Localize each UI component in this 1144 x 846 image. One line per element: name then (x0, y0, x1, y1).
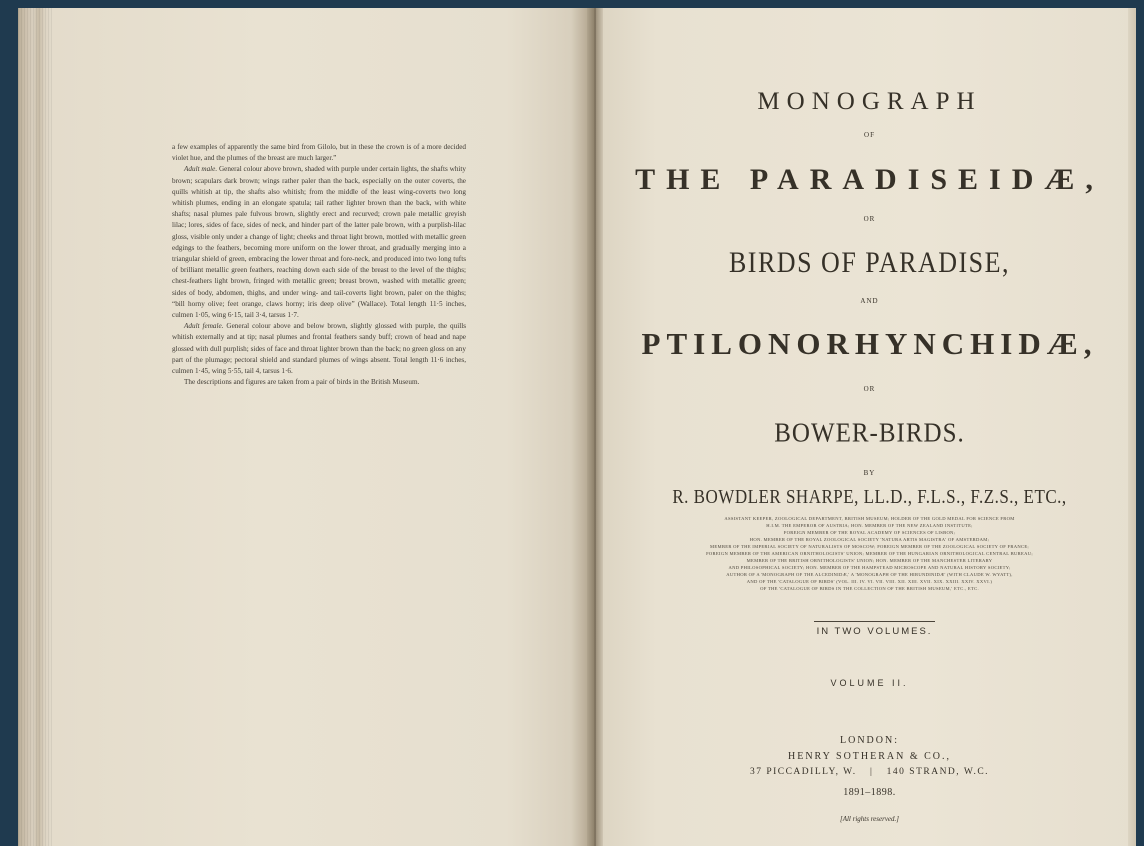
credential-line: FOREIGN MEMBER OF THE ROYAL ACADEMY OF SCIENCES OF LISBON; (783, 530, 956, 535)
author-name: R. BOWDLER SHARPE, LL.D., F.L.S., F.Z.S., ETC., (672, 485, 1067, 508)
title-ptilonorhynchidae: PTILONORHYNCHIDÆ, (641, 326, 1098, 361)
address-left: 37 PICCADILLY, W. (749, 767, 857, 777)
paragraph-lead: Adult male. (184, 165, 218, 174)
title-monograph: MONOGRAPH (757, 88, 982, 115)
species-description (172, 142, 466, 388)
title-birds-of-paradise: BIRDS OF PARADISE, (728, 245, 1011, 280)
author-credentials (630, 515, 1109, 592)
paragraph-intro (172, 142, 466, 164)
paragraph-lead: Adult female. (184, 322, 224, 331)
publisher-address (603, 767, 1136, 777)
publisher-name: HENRY SOTHERAN & CO., (787, 751, 952, 762)
credential-line: ASSISTANT KEEPER, ZOOLOGICAL DEPARTMENT, BRITISH MUSEUM; HOLDER OF THE GOLD MEDAL FOR SCIENCE FROM (724, 516, 1015, 521)
title-or-1: OR (863, 215, 876, 223)
paragraph-text: a few examples of apparently the same bird from Gilolo, but in these the crown is of a more decided violet hue, and the plumes of the breast are much larger.” (172, 143, 466, 163)
title-bower-birds: BOWER-BIRDS. (774, 418, 965, 449)
imprint-city: LONDON: (840, 735, 899, 746)
credential-line: H.I.M. THE EMPEROR OF AUSTRIA; HON. MEMBER OF THE NEW ZEALAND INSTITUTE; (766, 523, 973, 528)
credential-line: AUTHOR OF A 'MONOGRAPH OF THE ALCEDINIDÆ,' A 'MONOGRAPH OF THE HIRUNDINIDÆ' (WITH CLAUDE W. WYATT), (726, 572, 1013, 577)
in-two-volumes: IN TWO VOLUMES. (816, 626, 933, 637)
address-right: 140 STRAND, W.C. (886, 767, 990, 777)
credential-line: MEMBER OF THE IMPERIAL SOCIETY OF NATURALISTS OF MOSCOW; FOREIGN MEMBER OF THE ZOOLOGICAL SOCIETY OF FRANCE; (709, 544, 1029, 549)
credential-line: AND PHILOSOPHICAL SOCIETY; HON. MEMBER OF THE HAMPSTEAD MICROSCOPE AND NATURAL HISTORY SOCIETY; (728, 565, 1011, 570)
paragraph-text: General colour above brown, shaded with purple under certain lights, the shafts whity brown; scapulars dark brown; wings rather paler than the back, especially on the outer coverts, the quills whitish at tip, the shafts also whitish; from the middle of the least wing-coverts two long whitish plumes, ending in an elongate spatula; tail rather lighter brown than the back, with white shafts; nasal plumes pale fulvous brown, slightly erect and recurved; crown pale metallic greyish lilac; lores, sides of face, sides of neck, and hinder part of the latter pale brown, with a purplish-lilac gloss, visible only under a change of light; cheeks and throat light brown, mottled with metallic green edgings to the feathers, becoming more uniform on the lower throat, and gradually merging into a triangular shield of green, embracing the lower throat and fore-neck, and produced into two long tufts of brilliant metallic green feathers, reaching down each side of the breast to the level of the thighs; chest-feathers light brown, fringed with metallic green; breast brown, washed with metallic green; sides of body, abdomen, thighs, and under wing- and tail-coverts light brown, paler on the thighs; “bill horny olive; feet orange, claws horny; iris deep olive” (Wallace). Total length 11·5 inches, culmen 1·05, wing 6·15, tail 3·4, tarsus 1·7. (172, 165, 467, 320)
title-by: BY (863, 469, 876, 477)
page-edges-left (18, 8, 52, 846)
rights-notice: [All rights reserved.] (839, 815, 900, 823)
title-of: OF (864, 131, 875, 139)
credential-line: HON. MEMBER OF THE ROYAL ZOOLOGICAL SOCIETY 'NATURA ARTIS MAGISTRA' OF AMSTERDAM; (749, 537, 990, 542)
paragraph-text: The descriptions and figures are taken from a pair of birds in the British Museum. (184, 378, 420, 387)
credential-line: OF THE 'CATALOGUE OF BIRDS IN THE COLLECTION OF THE BRITISH MUSEUM,' ETC., ETC. (760, 586, 979, 591)
credential-line: MEMBER OF THE BRITISH ORNITHOLOGISTS' UNION; HON. MEMBER OF THE MANCHESTER LITERARY (746, 558, 993, 563)
credential-line: FOREIGN MEMBER OF THE AMERICAN ORNITHOLOGISTS' UNION; MEMBER OF THE HUNGARIAN ORNITHOLOGICAL CENTRAL BUREAU; (706, 551, 1033, 556)
credential-line: AND OF THE 'CATALOGUE OF BIRDS' (VOL. III. IV. VI. VII. VIII. XII. XIII. XVII. XIX. XXIII. XXIV. XXVI.) (746, 579, 993, 584)
left-page (52, 8, 587, 846)
title-paradiseidae: THE PARADISEIDÆ, (635, 163, 1104, 196)
paragraph-text: General colour above and below brown, slightly glossed with purple, the quills whitish externally and at tip; nasal plumes and frontal feathers sandy buff; crown of head and nape glossed with dull purplish; sides of face and throat lighter brown than the back; no green gloss on any part of the plumage; pectoral shield and standard plumes of wings absent. Total length 11·6 inches, culmen 1·45, wing 5·55, tail 4, tarsus 1·6. (172, 322, 467, 376)
title-or-2: OR (863, 385, 876, 393)
address-separator: | (869, 767, 874, 777)
volume-number: VOLUME II. (830, 678, 909, 688)
publication-years: 1891–1898. (843, 787, 896, 798)
paragraph-adult-male (172, 164, 466, 321)
title-and: AND (860, 297, 879, 305)
paragraph-source (172, 377, 466, 388)
volumes-block (814, 621, 935, 637)
paragraph-adult-female (172, 321, 466, 377)
book-gutter (587, 8, 603, 846)
